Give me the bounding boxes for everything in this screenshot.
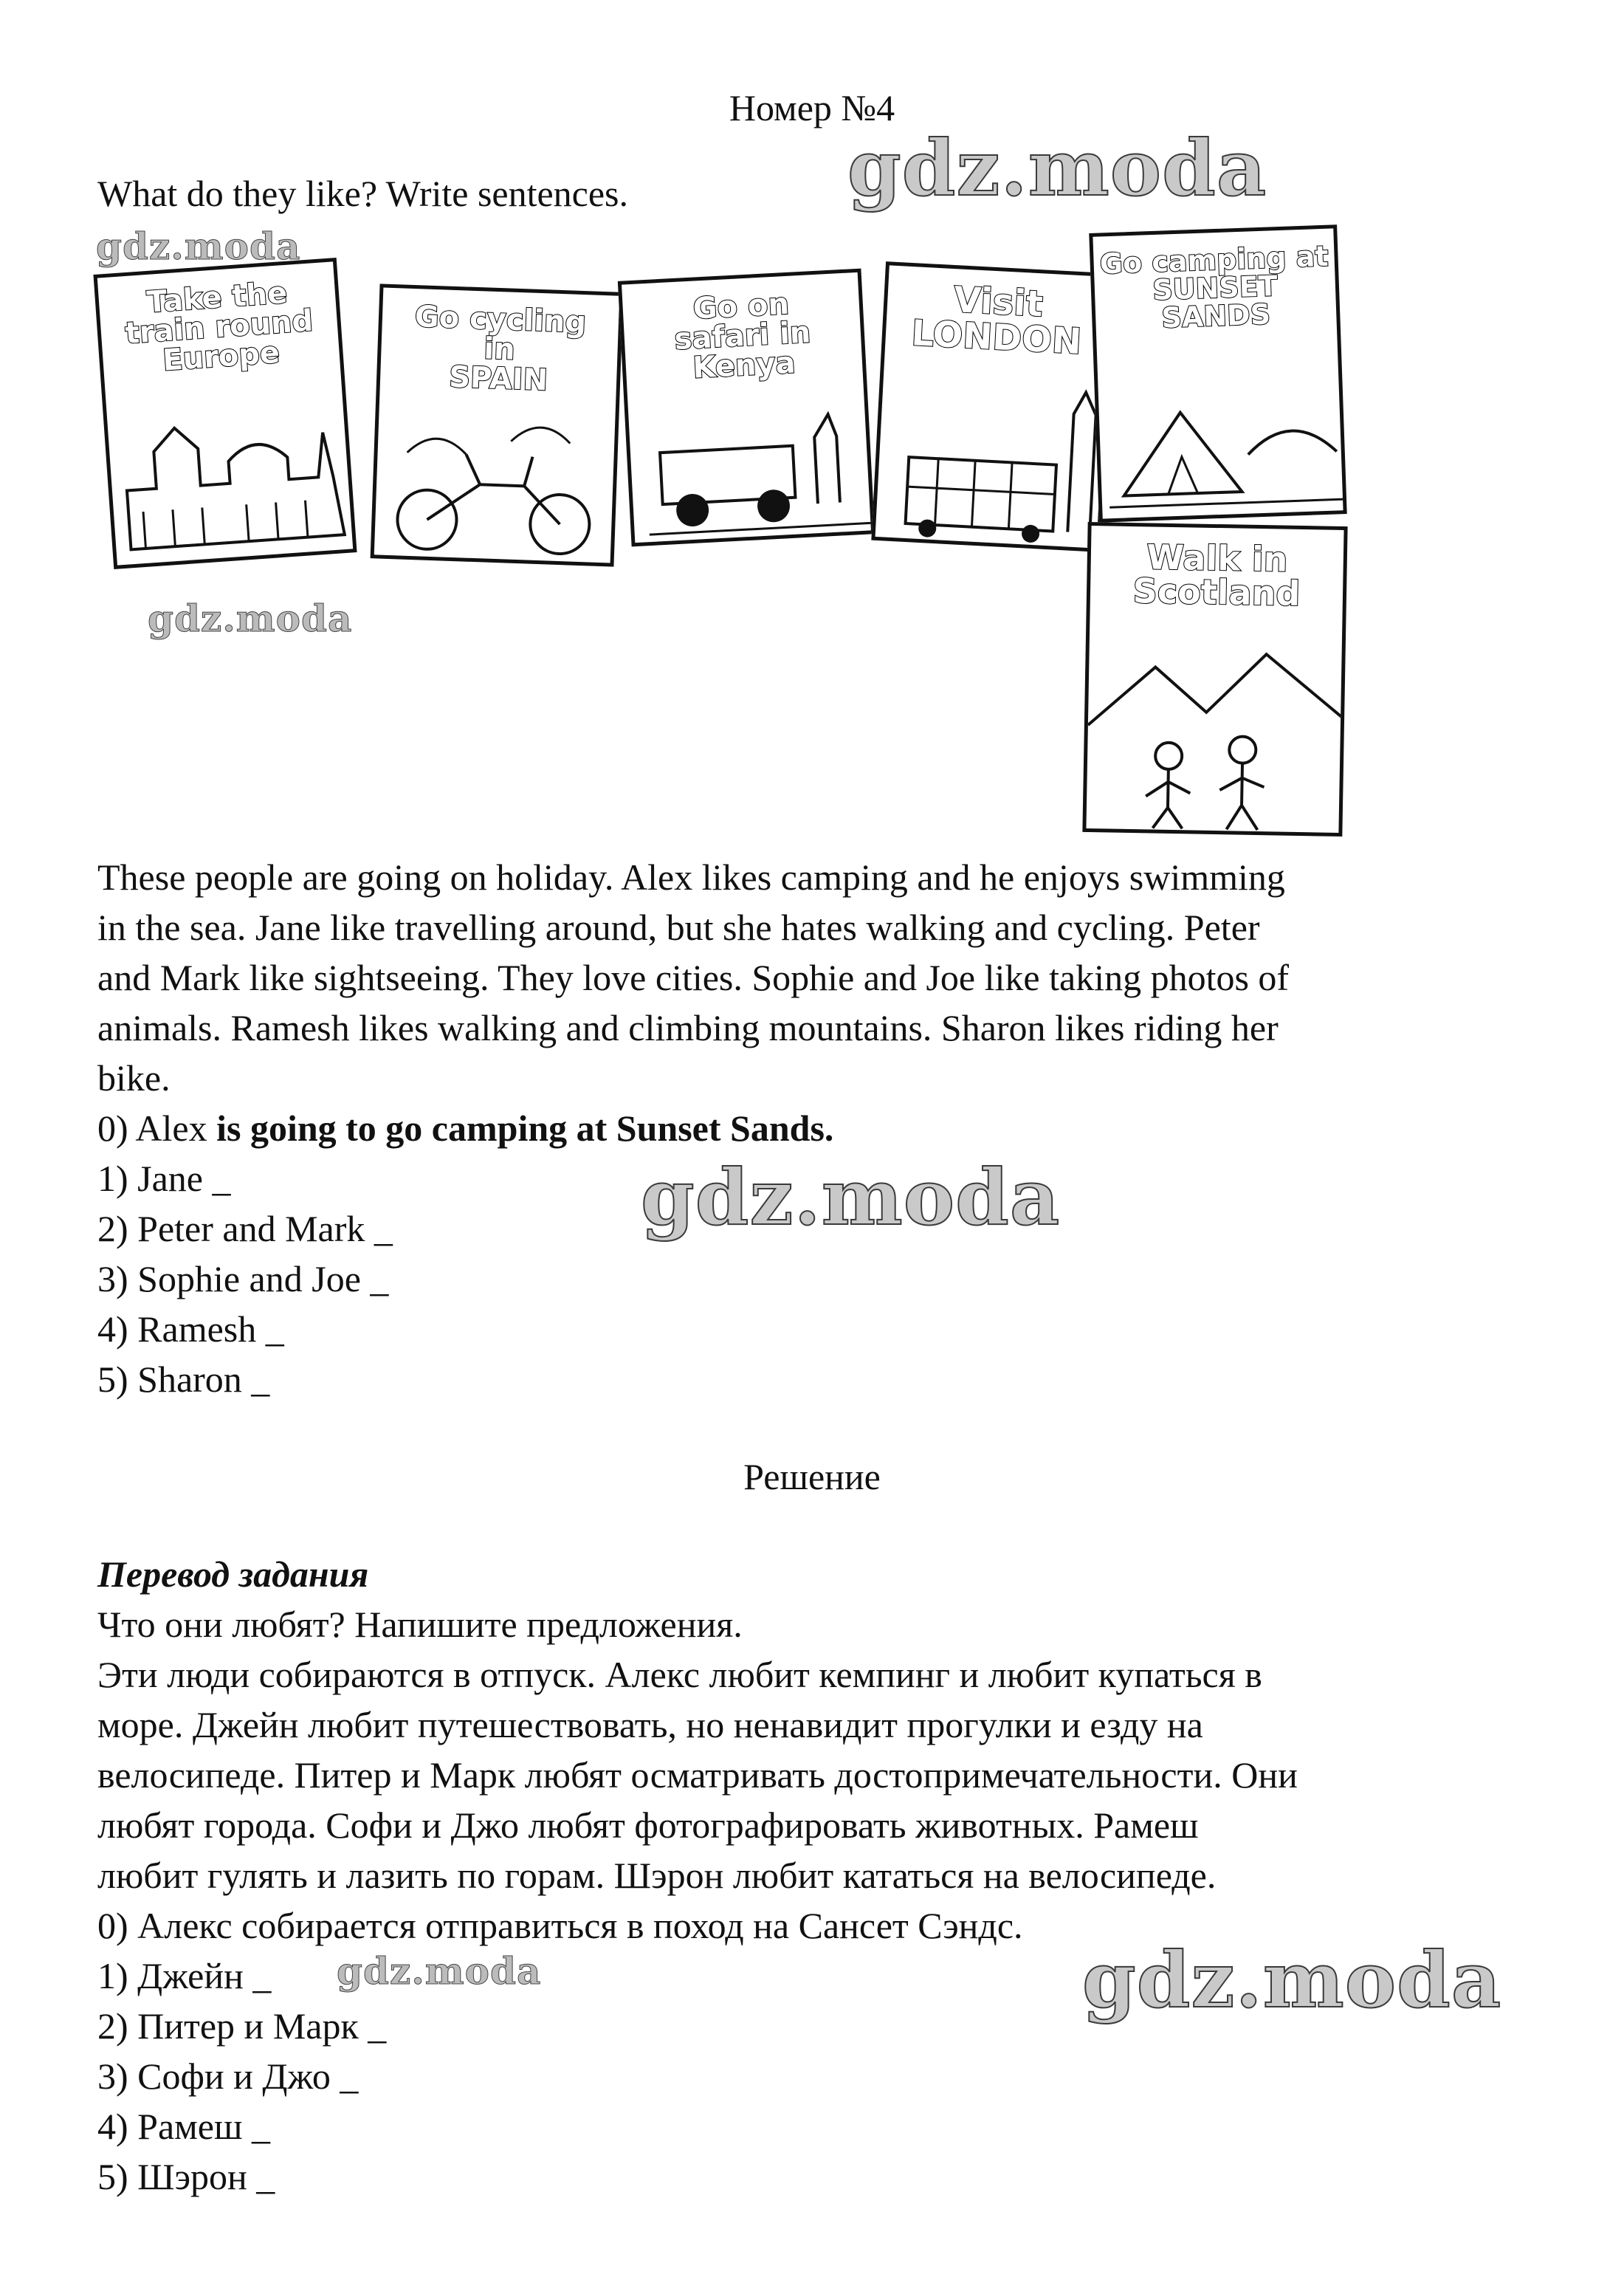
watermark: gdz.moda [1082, 1934, 1502, 2025]
solution-item: 2) Питер и Марк _ [97, 2005, 387, 2047]
solution-item: 4) Рамеш _ [97, 2106, 270, 2147]
translation-line: Эти люди собираются в отпуск. Алекс любит кемпинг и любит купаться в [97, 1654, 1262, 1695]
translation-line: велосипеде. Питер и Марк любят осматривать достопримечательности. Они [97, 1754, 1298, 1796]
task-item: 2) Peter and Mark _ [97, 1208, 393, 1249]
translation-line: любит гулять и лазить по горам. Шэрон любит кататься на велосипеде. [97, 1855, 1217, 1896]
example-prefix: 0) Alex [97, 1107, 217, 1149]
task-item: 4) Ramesh _ [97, 1308, 284, 1350]
task-paragraph-line: and Mark like sightseeing. They love cities. Sophie and Joe like taking photos of [97, 957, 1290, 998]
poster-london: Visit LONDON [871, 261, 1114, 552]
task-paragraph-line: in the sea. Jane like travelling around, but she hates walking and cycling. Peter [97, 907, 1260, 948]
solution-item: 1) Джейн _ [97, 1955, 272, 1996]
translation-line: 0) Алекс собирается отправиться в поход на Сансет Сэндс. [97, 1905, 1023, 1946]
watermark: gdz.moda [641, 1152, 1061, 1243]
task-number: Номер №4 [729, 87, 895, 128]
poster-kenya: Go on safari in Kenya [618, 269, 875, 547]
watermark: gdz.moda [96, 224, 301, 268]
task-item: 1) Jane _ [97, 1158, 231, 1199]
poster-spain: Go cycling in SPAIN [371, 284, 624, 566]
example-answer: is going to go camping at Sunset Sands. [216, 1107, 834, 1149]
example-sentence [97, 1103, 833, 1153]
solution-heading: Решение [743, 1456, 881, 1497]
task-paragraph-line: bike. [97, 1057, 171, 1099]
watermark: gdz.moda [337, 1949, 542, 1993]
task-item: 3) Sophie and Joe _ [97, 1258, 389, 1299]
watermark: gdz.moda [847, 123, 1267, 213]
solution-item: 5) Шэрон _ [97, 2156, 275, 2197]
translation-line: Что они любят? Напишите предложения. [97, 1604, 743, 1645]
watermark: gdz.moda [148, 597, 353, 640]
solution-item: 3) Софи и Джо _ [97, 2055, 359, 2097]
translation-line: море. Джейн любит путешествовать, но ненавидит прогулки и езду на [97, 1704, 1203, 1745]
task-item: 5) Sharon _ [97, 1358, 270, 1400]
translation-line: любят города. Софи и Джо любят фотографировать животных. Рамеш [97, 1804, 1199, 1846]
poster-sunset-sands: Go camping at SUNSET SANDS [1089, 224, 1346, 522]
task-paragraph-line: animals. Ramesh likes walking and climbing mountains. Sharon likes riding her [97, 1007, 1279, 1048]
task-paragraph-line: These people are going on holiday. Alex likes camping and he enjoys swimming [97, 856, 1285, 898]
poster-europe: Take the train round Europe [93, 258, 357, 569]
poster-scotland: Walk in Scotland [1082, 522, 1347, 837]
task-instruction: What do they like? Write sentences. [97, 173, 629, 214]
translation-title: Перевод задания [97, 1553, 369, 1595]
